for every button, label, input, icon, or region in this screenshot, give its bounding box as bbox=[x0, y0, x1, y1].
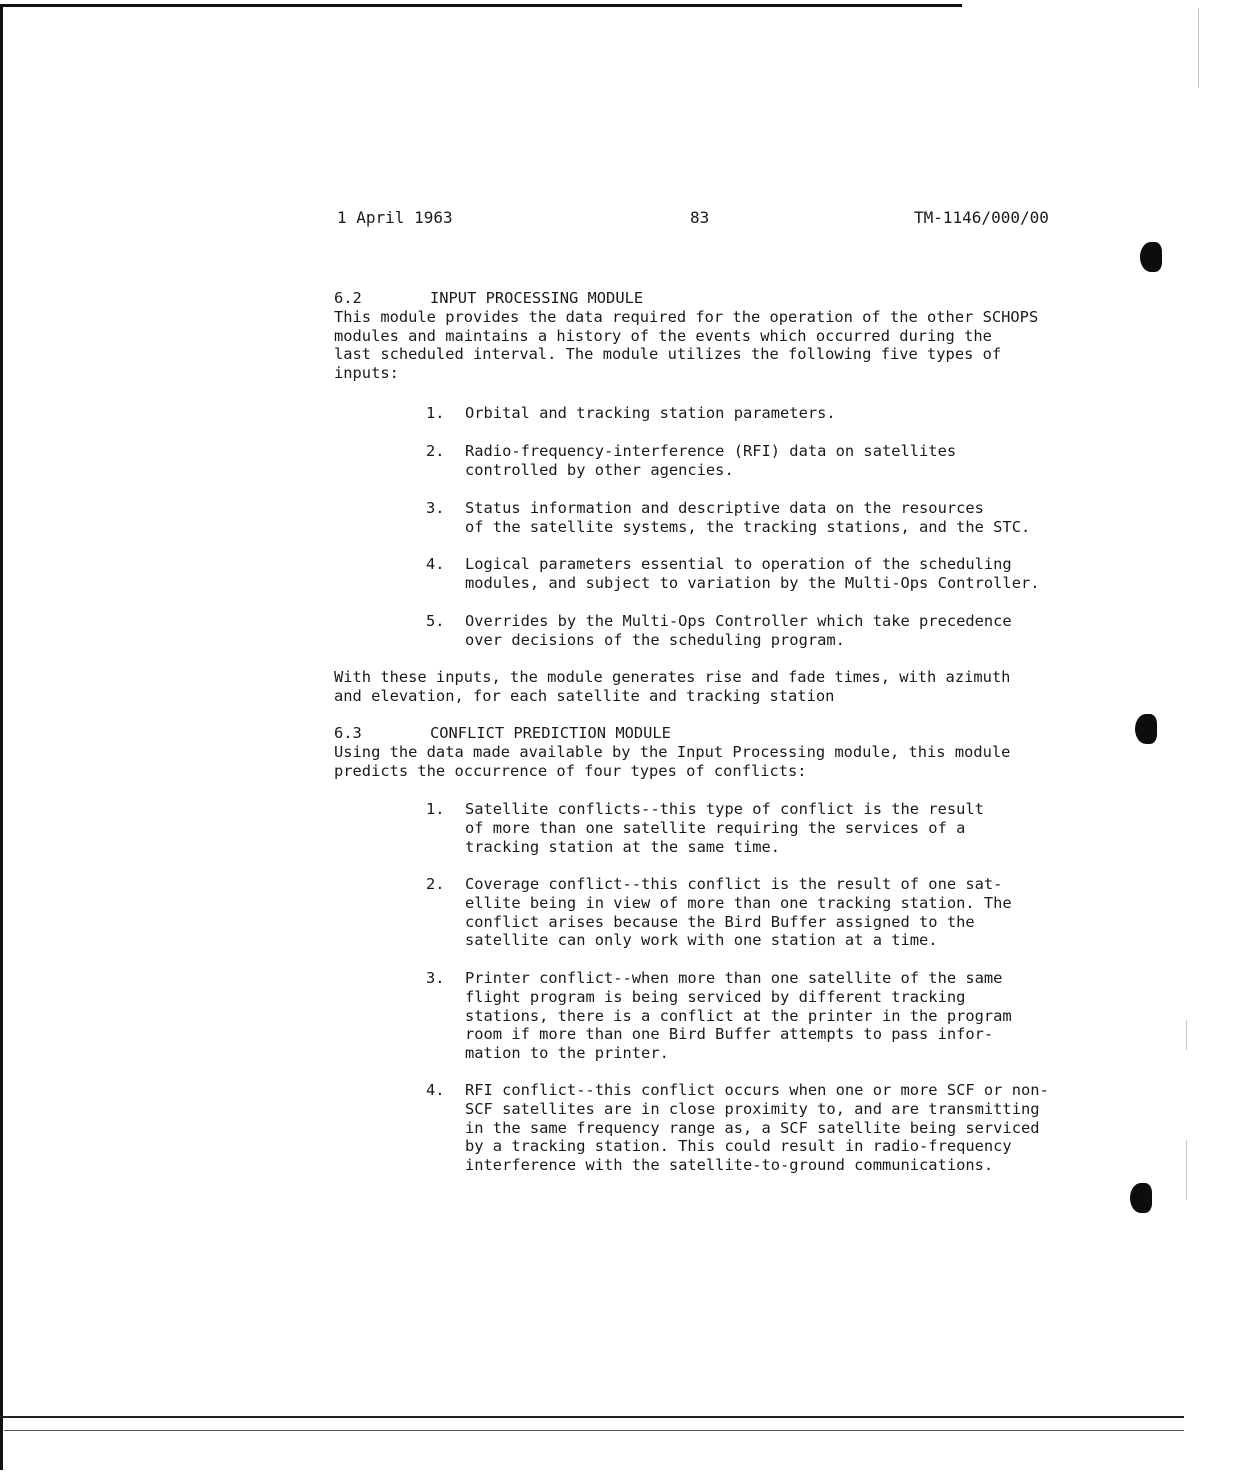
section-intro: Using the data made available by the Input Processing module, this module predicts the occurrence of four types of conflicts: bbox=[334, 742, 1011, 780]
section-title: INPUT PROCESSING MODULE bbox=[430, 289, 644, 307]
list-item bbox=[426, 442, 1076, 480]
section-closing-paragraph: With these inputs, the module generates rise and fade times, with azimuth and elevation, for each satellite and tracking station bbox=[334, 668, 1011, 705]
punch-hole-mark-middle bbox=[1135, 714, 1157, 744]
scan-border-left bbox=[0, 4, 3, 1470]
section-intro: This module provides the data required for the operation of the other SCHOPS modules and maintains a history of the events which occurred during the last scheduled interval. The module utilizes the following five types of inputs: bbox=[334, 307, 1039, 383]
scan-border-top bbox=[0, 4, 962, 7]
list-item bbox=[426, 800, 1076, 856]
scan-streak bbox=[1186, 1140, 1187, 1200]
list-item-text: Printer conflict--when more than one satellite of the same flight program is being serviced by different tracking stations, there is a conflict at the printer in the program room if more than one Bird Buffer attempts to pass infor- mation to the printer. bbox=[465, 969, 1012, 1063]
list-item bbox=[426, 404, 1076, 423]
list-item-text: Coverage conflict--this conflict is the result of one sat- ellite being in view of more than one tracking station. The conflict arises because the Bird Buffer assigned to the satellite can only work with one station at a time. bbox=[465, 875, 1012, 950]
header-date: 1 April 1963 bbox=[337, 208, 453, 227]
list-item bbox=[426, 1081, 1076, 1175]
section-conflict-prediction bbox=[334, 724, 1074, 780]
section-title: CONFLICT PREDICTION MODULE bbox=[430, 724, 671, 742]
list-item-number: 3. bbox=[426, 969, 445, 987]
list-item-number: 3. bbox=[426, 499, 445, 517]
list-item bbox=[426, 499, 1076, 537]
page-number: 83 bbox=[690, 208, 710, 227]
list-item-number: 2. bbox=[426, 875, 445, 893]
punch-hole-mark-bottom bbox=[1130, 1183, 1152, 1213]
scan-border-bottom-faint bbox=[4, 1430, 1184, 1431]
list-item bbox=[426, 555, 1076, 593]
list-item-number: 4. bbox=[426, 1081, 445, 1099]
scan-border-bottom bbox=[0, 1416, 1184, 1418]
list-item-text: Overrides by the Multi-Ops Controller which take precedence over decisions of the scheduling program. bbox=[465, 612, 1012, 649]
list-item-text: Satellite conflicts--this type of conflict is the result of more than one satellite requiring the services of a tracking station at the same time. bbox=[465, 800, 984, 856]
document-id: TM-1146/000/00 bbox=[914, 208, 1049, 227]
section-input-processing bbox=[334, 289, 1074, 383]
list-item-text: Logical parameters essential to operation of the scheduling modules, and subject to variation by the Multi-Ops Controller. bbox=[465, 555, 1040, 592]
scan-streak bbox=[1198, 8, 1199, 88]
list-item-text: RFI conflict--this conflict occurs when one or more SCF or non- SCF satellites are in close proximity to, and are transmitting in the same frequency range as, a SCF satellite being serviced by a tracking station. This could result in radio-frequency interference with the satellite-to-ground communications. bbox=[465, 1081, 1049, 1175]
list-item bbox=[426, 612, 1076, 650]
section-heading bbox=[334, 724, 1074, 743]
list-item-text: Radio-frequency-interference (RFI) data on satellites controlled by other agencies. bbox=[465, 442, 957, 479]
list-item bbox=[426, 969, 1076, 1063]
section-number: 6.3 bbox=[334, 724, 362, 742]
list-item-number: 5. bbox=[426, 612, 445, 630]
list-item bbox=[426, 875, 1076, 950]
list-item-text: Orbital and tracking station parameters. bbox=[465, 404, 836, 422]
list-item-number: 4. bbox=[426, 555, 445, 573]
punch-hole-mark-top bbox=[1140, 242, 1162, 272]
section-number: 6.2 bbox=[334, 289, 362, 307]
scan-streak bbox=[1186, 1020, 1187, 1050]
list-item-text: Status information and descriptive data on the resources of the satellite systems, the tracking stations, and the STC. bbox=[465, 499, 1031, 536]
section-heading bbox=[334, 289, 1074, 308]
list-item-number: 1. bbox=[426, 404, 445, 422]
list-item-number: 1. bbox=[426, 800, 445, 818]
list-item-number: 2. bbox=[426, 442, 445, 460]
